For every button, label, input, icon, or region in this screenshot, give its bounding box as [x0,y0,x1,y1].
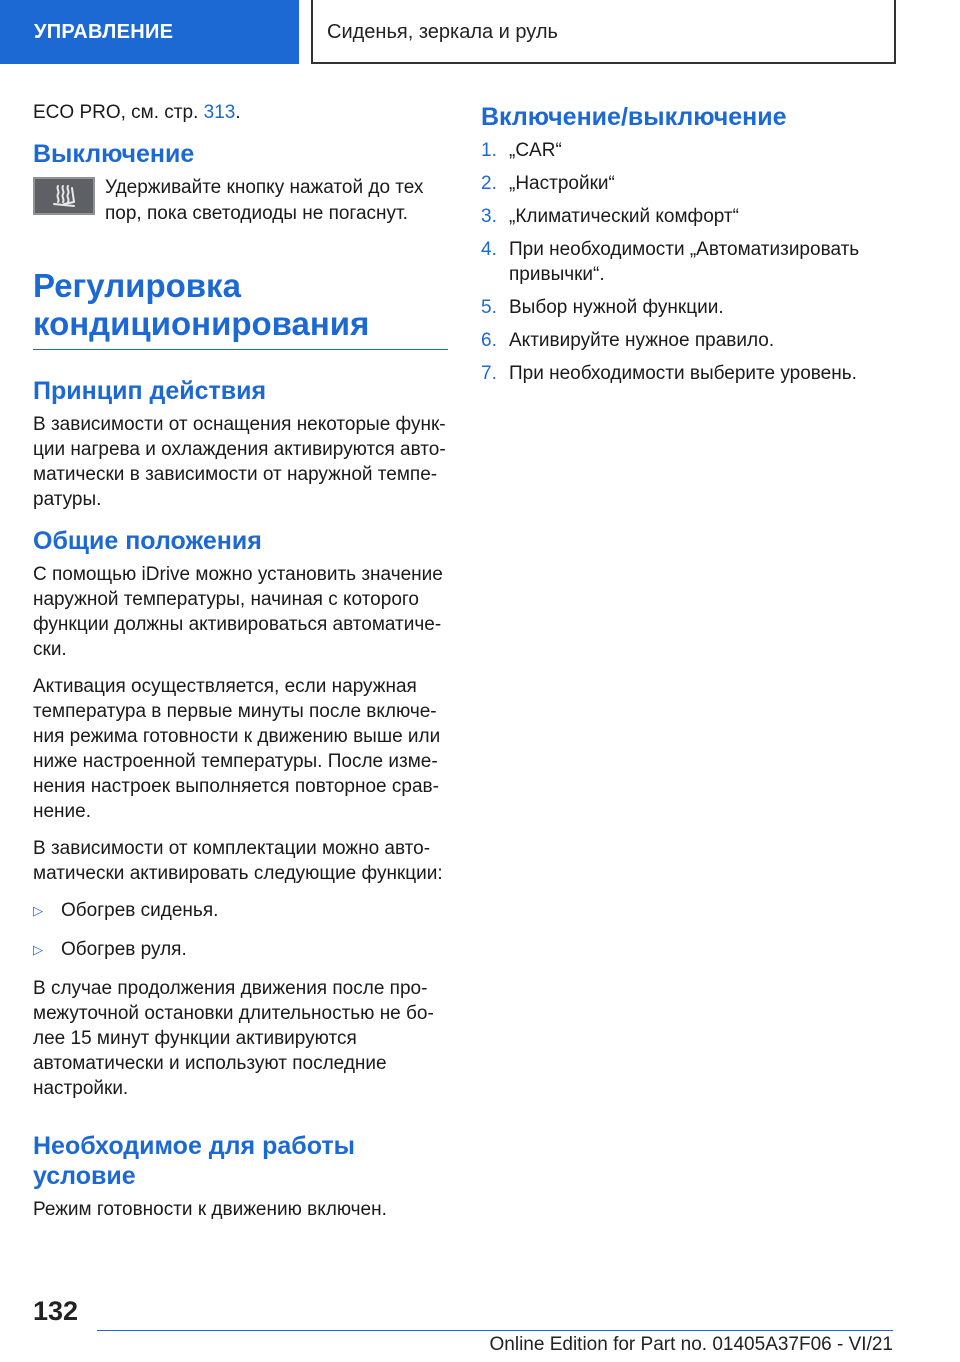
list-item: 4. При необходимости „Автоматизировать привычки“. [481,239,860,285]
section-tab[interactable] [0,0,299,64]
page-reference-link[interactable]: 313 [203,102,236,123]
chapter-title: Сиденья, зеркала и руль [327,21,558,43]
off-text: Удерживайте кнопку нажатой до тех пор, пока светодиоды не погаснут. [105,177,424,224]
triangle-right-icon: ▷ [33,942,43,957]
on-off-heading: Включение/выключение [481,103,787,131]
list-item: 2. „Настройки“ [481,173,615,194]
triangle-right-icon: ▷ [33,903,43,918]
intro-paragraph: ECO PRO, см. стр. 313. [33,102,241,123]
general-heading: Общие положения [33,527,262,555]
steps-list [481,138,901,386]
page-number: 132 [33,1296,79,1326]
right-column [481,100,901,394]
list-item: 7. При необходимости выберите уровень. [481,363,857,384]
requirements-text: Режим готовности к движению включен. [33,1199,387,1220]
list-item: 3. „Климатический комфорт“ [481,206,739,227]
chapter-header [311,0,896,64]
main-title: Регулировка кондиционирования [33,267,370,342]
seat-heating-icon [33,177,95,215]
off-heading: Выключение [33,140,195,168]
list-item: 5. Выбор нужной функции. [481,297,724,318]
general-paragraph-4: В случае продолжения движения после промежуточной остановки длительностью не более 15 минут функции активируются автоматически и используют последние настройки. [33,978,434,1099]
list-item: ▷ Обогрев сиденья. [33,900,219,921]
footer-divider [97,1330,893,1331]
edition-info: Online Edition for Part no. 01405A37F06 - VI/21 [489,1334,893,1355]
left-column [33,100,448,1234]
principle-text: В зависимости от оснащения некоторые функции нагрева и охлаждения активируются автоматически в зависимости от наружной температуры. [33,414,446,510]
section-title: УПРАВЛЕНИЕ [34,21,174,43]
section-title-block [33,267,448,350]
off-instruction [33,175,448,227]
function-list [33,898,448,962]
list-item: 6. Активируйте нужное правило. [481,330,775,351]
principle-heading: Принцип действия [33,377,267,405]
list-item: 1. „CAR“ [481,140,562,161]
general-paragraph-1: С помощью iDrive можно установить значение наружной температуры, начиная с которого функции должны активироваться автоматически. [33,564,443,660]
requirements-heading: Необходимое для работы условие [33,1132,355,1190]
list-item: ▷ Обогрев руля. [33,939,187,960]
general-paragraph-2: Активация осуществляется, если наружная температура в первые минуты после включения режима готовности к движению выше или ниже настроенной температуры. После изменения настроек выполняется повторное сравнение. [33,676,441,822]
general-paragraph-3: В зависимости от комплектации можно автоматически активировать следующие функции: [33,838,443,884]
